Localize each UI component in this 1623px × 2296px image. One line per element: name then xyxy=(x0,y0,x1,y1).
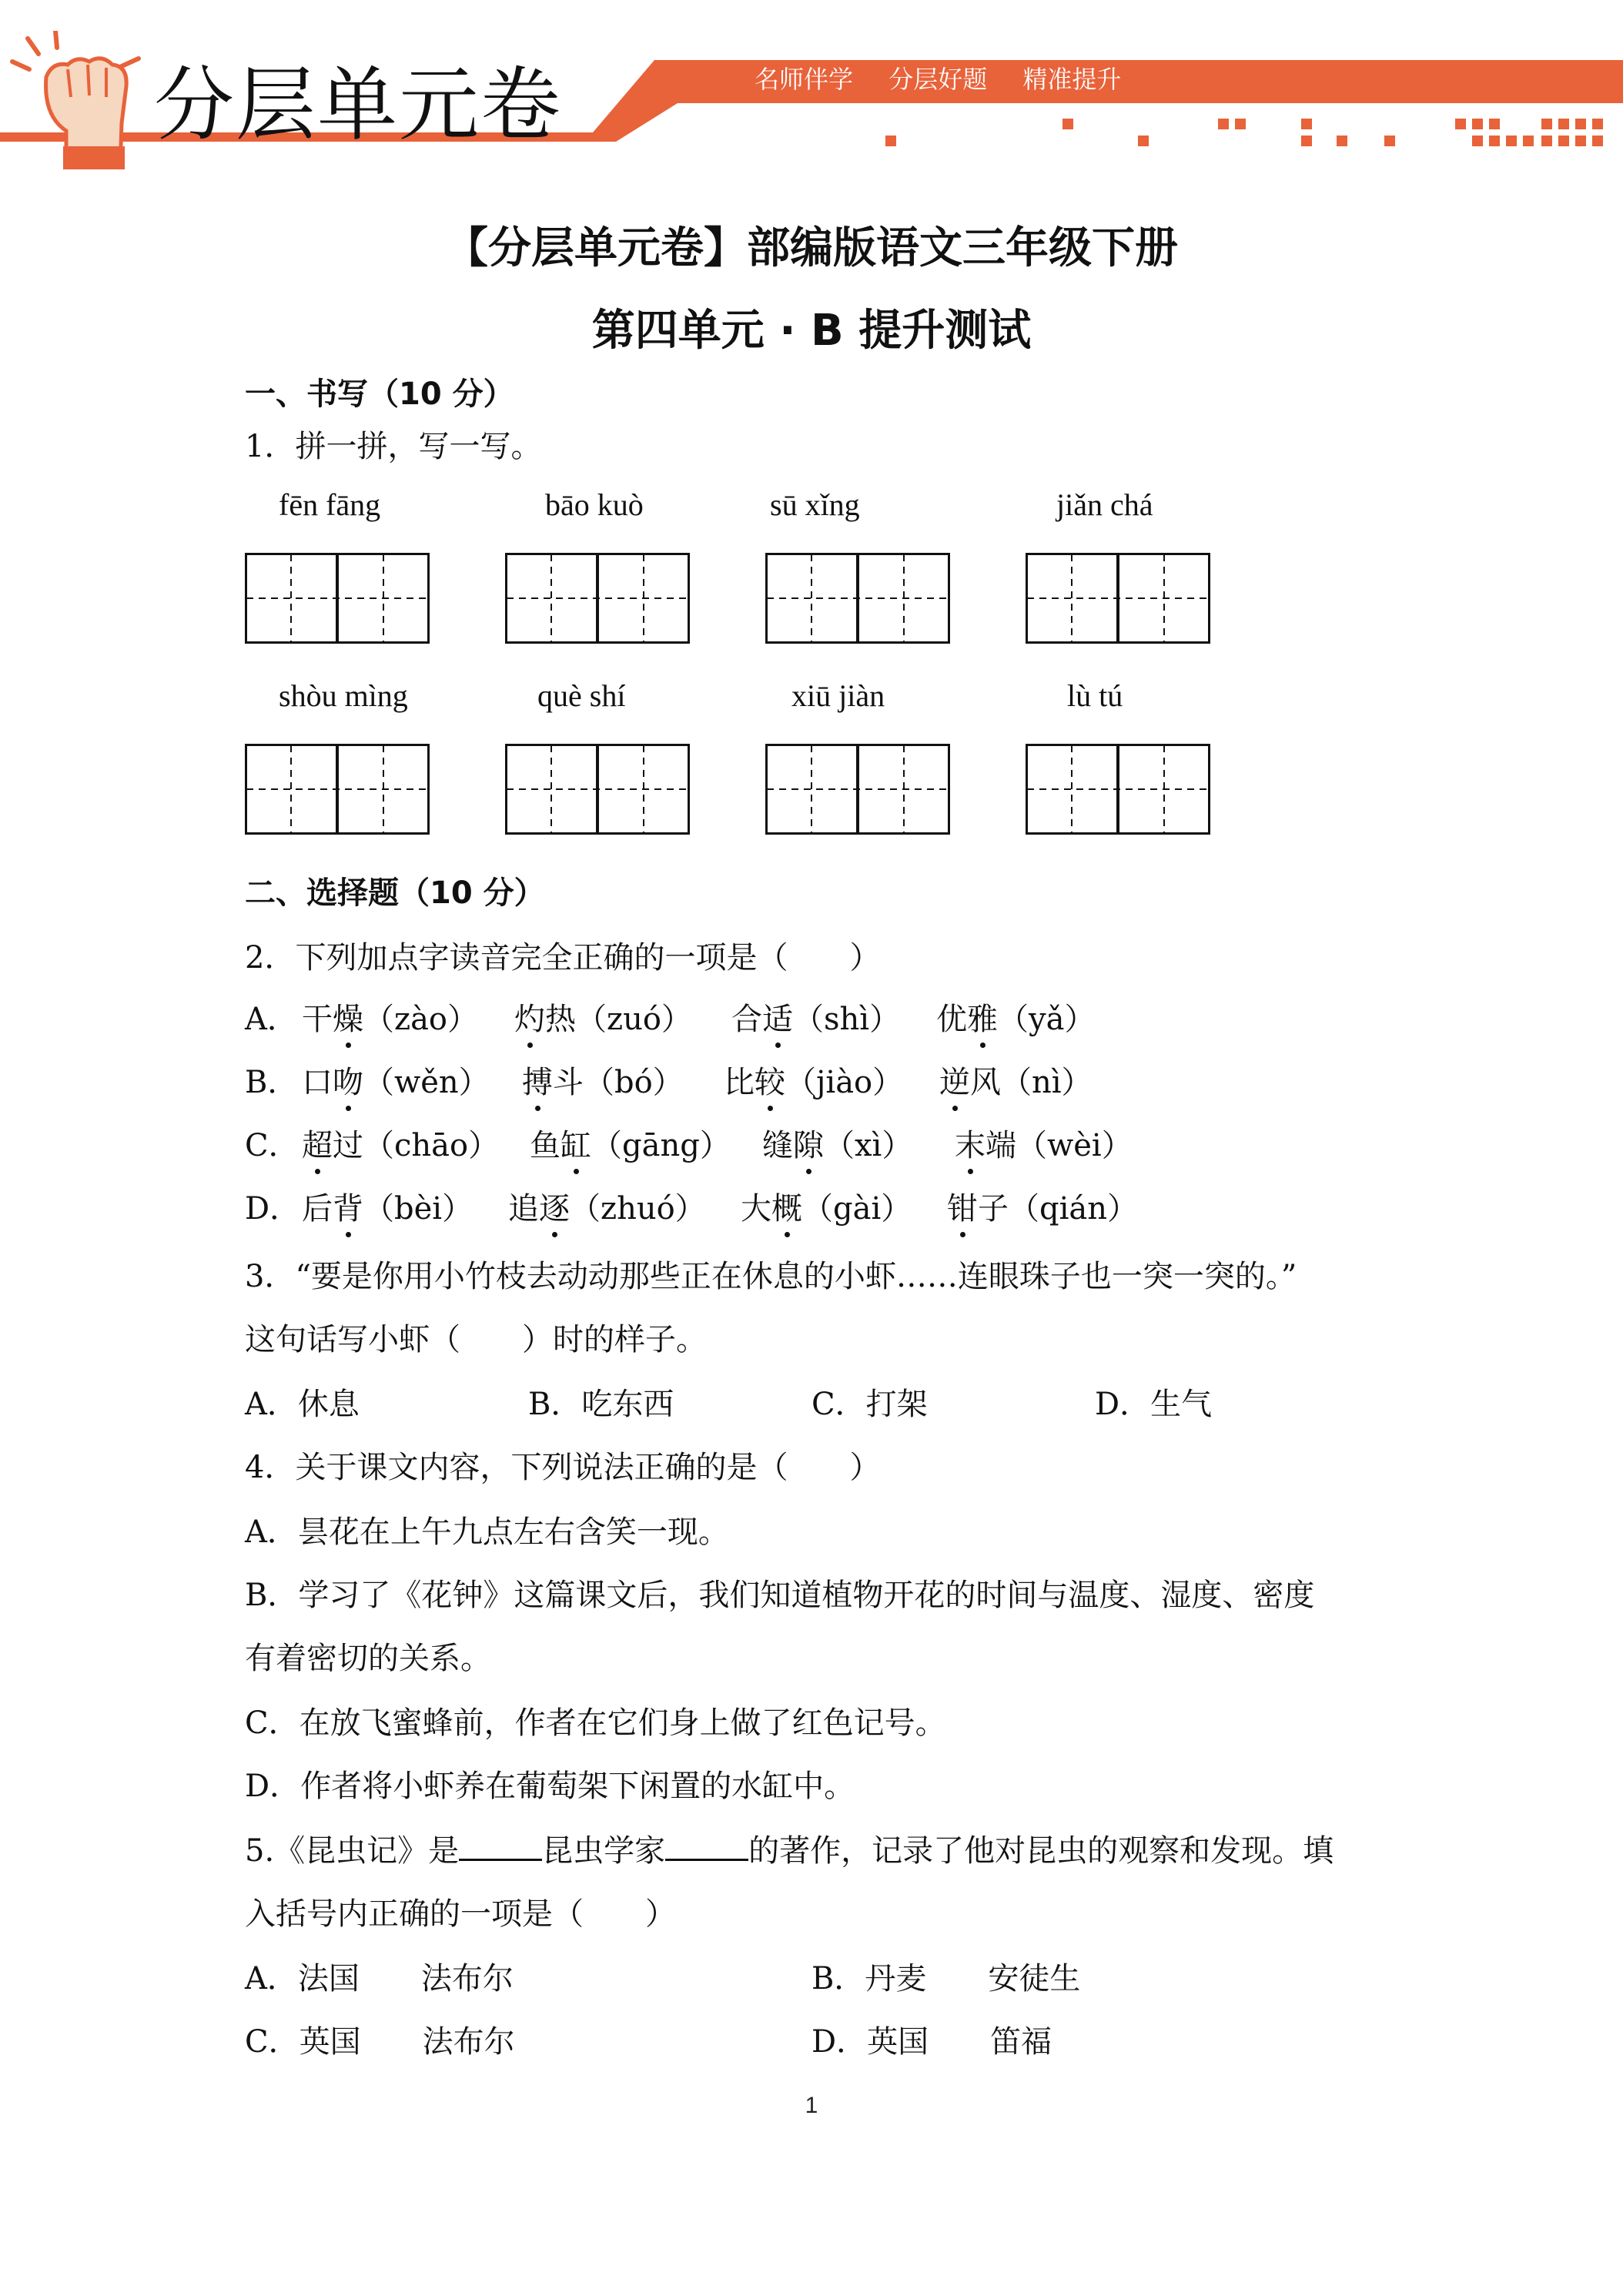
q2-stem: 2．下列加点字读音完全正确的一项是（ ） xyxy=(245,940,881,976)
q5-blank-2[interactable] xyxy=(665,1836,748,1861)
section1-heading: 一、书写（10 分） xyxy=(245,377,514,412)
q5-option-a[interactable]: A．法国 法布尔 xyxy=(245,1961,514,1996)
writing-grid-1[interactable] xyxy=(245,553,430,644)
slogan-2: 分层好题 xyxy=(888,65,988,94)
writing-grid-6[interactable] xyxy=(505,744,690,835)
q3-option-a[interactable]: A．休息 xyxy=(245,1387,360,1422)
slogan-3: 精准提升 xyxy=(1022,65,1122,94)
q2-option-b-word-1: 口吻（wěn） xyxy=(302,1058,490,1102)
page-number: 1 xyxy=(805,2093,818,2118)
q2-option-d-word-4: 钳子（qián） xyxy=(947,1184,1138,1228)
q2-option-a-word-1: 干燥（zào） xyxy=(302,995,478,1039)
q2-option-b-word-3: 比较（jiào） xyxy=(724,1058,903,1102)
q5-blank-1[interactable] xyxy=(459,1836,542,1861)
q4-option-a[interactable]: A．昙花在上午九点左右含笑一现。 xyxy=(245,1514,729,1550)
q3-option-c[interactable]: C．打架 xyxy=(812,1387,928,1422)
writing-grid-8[interactable] xyxy=(1026,744,1210,835)
writing-grid-4[interactable] xyxy=(1026,553,1210,644)
q3-stem-line2: 这句话写小虾（ ）时的样子。 xyxy=(245,1322,707,1357)
q2-option-d-word-1: 后背（bèi） xyxy=(302,1184,473,1228)
q2-option-d-word-2: 追逐（zhuó） xyxy=(508,1184,706,1228)
decorative-dots xyxy=(0,108,1623,154)
writing-grid-3[interactable] xyxy=(765,553,950,644)
q2-option-d-label[interactable]: D． xyxy=(245,1191,301,1227)
brand-title: 分层单元卷 xyxy=(154,58,563,152)
q5-option-c[interactable]: C．英国 法布尔 xyxy=(245,2024,515,2060)
q2-option-a-word-2: 灼热（zuó） xyxy=(514,995,692,1039)
q2-option-c-word-3: 缝隙（xì） xyxy=(762,1121,912,1165)
q2-option-d-word-3: 大概（gài） xyxy=(741,1184,912,1228)
q2-option-b-label[interactable]: B． xyxy=(245,1065,299,1100)
pinyin-6: què shí xyxy=(537,678,626,713)
section2-heading: 二、选择题（10 分） xyxy=(245,875,545,911)
q5-stem-line1: 5.《昆虫记》是 昆虫学家 的著作，记录了他对昆虫的观察和发现。填 xyxy=(245,1833,1334,1869)
slogan-1: 名师伴学 xyxy=(755,65,854,94)
q2-option-c-label[interactable]: C． xyxy=(245,1128,300,1163)
doc-subtitle: 第四单元 · B 提升测试 xyxy=(591,306,1032,356)
q4-option-b-line2: 有着密切的关系。 xyxy=(245,1641,491,1676)
q5-option-b[interactable]: B．丹麦 安徒生 xyxy=(812,1961,1081,1996)
writing-grid-2[interactable] xyxy=(505,553,690,644)
q5-option-d[interactable]: D．英国 笛福 xyxy=(812,2024,1052,2060)
pinyin-1: fēn fāng xyxy=(279,487,381,522)
q4-option-c[interactable]: C．在放飞蜜蜂前，作者在它们身上做了红色记号。 xyxy=(245,1705,946,1741)
q4-option-b-line1[interactable]: B．学习了《花钟》这篇课文后，我们知道植物开花的时间与温度、湿度、密度 xyxy=(245,1578,1315,1613)
q3-option-b[interactable]: B．吃东西 xyxy=(528,1387,674,1422)
q2-option-b-word-4: 逆风（nì） xyxy=(939,1058,1093,1102)
q5-stem-line2: 入括号内正确的一项是（ ） xyxy=(245,1896,676,1932)
pinyin-5: shòu mìng xyxy=(279,678,408,713)
q2-option-c-word-4: 末端（wèi） xyxy=(955,1121,1133,1165)
q2-option-c-word-1: 超过（chāo） xyxy=(302,1121,499,1165)
q2-option-a-word-3: 合适（shì） xyxy=(731,995,900,1039)
pinyin-3: sū xǐng xyxy=(770,487,860,522)
pinyin-7: xiū jiàn xyxy=(791,678,885,713)
q4-stem: 4．关于课文内容，下列说法正确的是（ ） xyxy=(245,1450,881,1485)
q2-option-a-word-4: 优雅（yǎ） xyxy=(936,995,1095,1039)
pinyin-2: bāo kuò xyxy=(545,487,644,522)
header-banner xyxy=(0,0,1623,169)
slogan-bar xyxy=(755,60,1149,95)
writing-grid-7[interactable] xyxy=(765,744,950,835)
q3-stem-line1: 3．“要是你用小竹枝去动动那些正在休息的小虾……连眼珠子也一突一突的。” xyxy=(245,1259,1297,1294)
doc-title: 【分层单元卷】部编版语文三年级下册 xyxy=(445,223,1178,273)
q2-option-c-word-2: 鱼缸（gāng） xyxy=(530,1121,731,1165)
q2-option-a-label[interactable]: A． xyxy=(245,1002,298,1037)
q3-option-d[interactable]: D．生气 xyxy=(1095,1387,1213,1422)
q4-option-d[interactable]: D．作者将小虾养在葡萄架下闲置的水缸中。 xyxy=(245,1769,855,1804)
pinyin-4: jiǎn chá xyxy=(1056,487,1153,522)
q2-option-b-word-2: 搏斗（bó） xyxy=(522,1058,684,1102)
q1-stem: 1．拼一拼，写一写。 xyxy=(245,429,542,464)
pinyin-8: lù tú xyxy=(1067,678,1123,713)
writing-grid-5[interactable] xyxy=(245,744,430,835)
